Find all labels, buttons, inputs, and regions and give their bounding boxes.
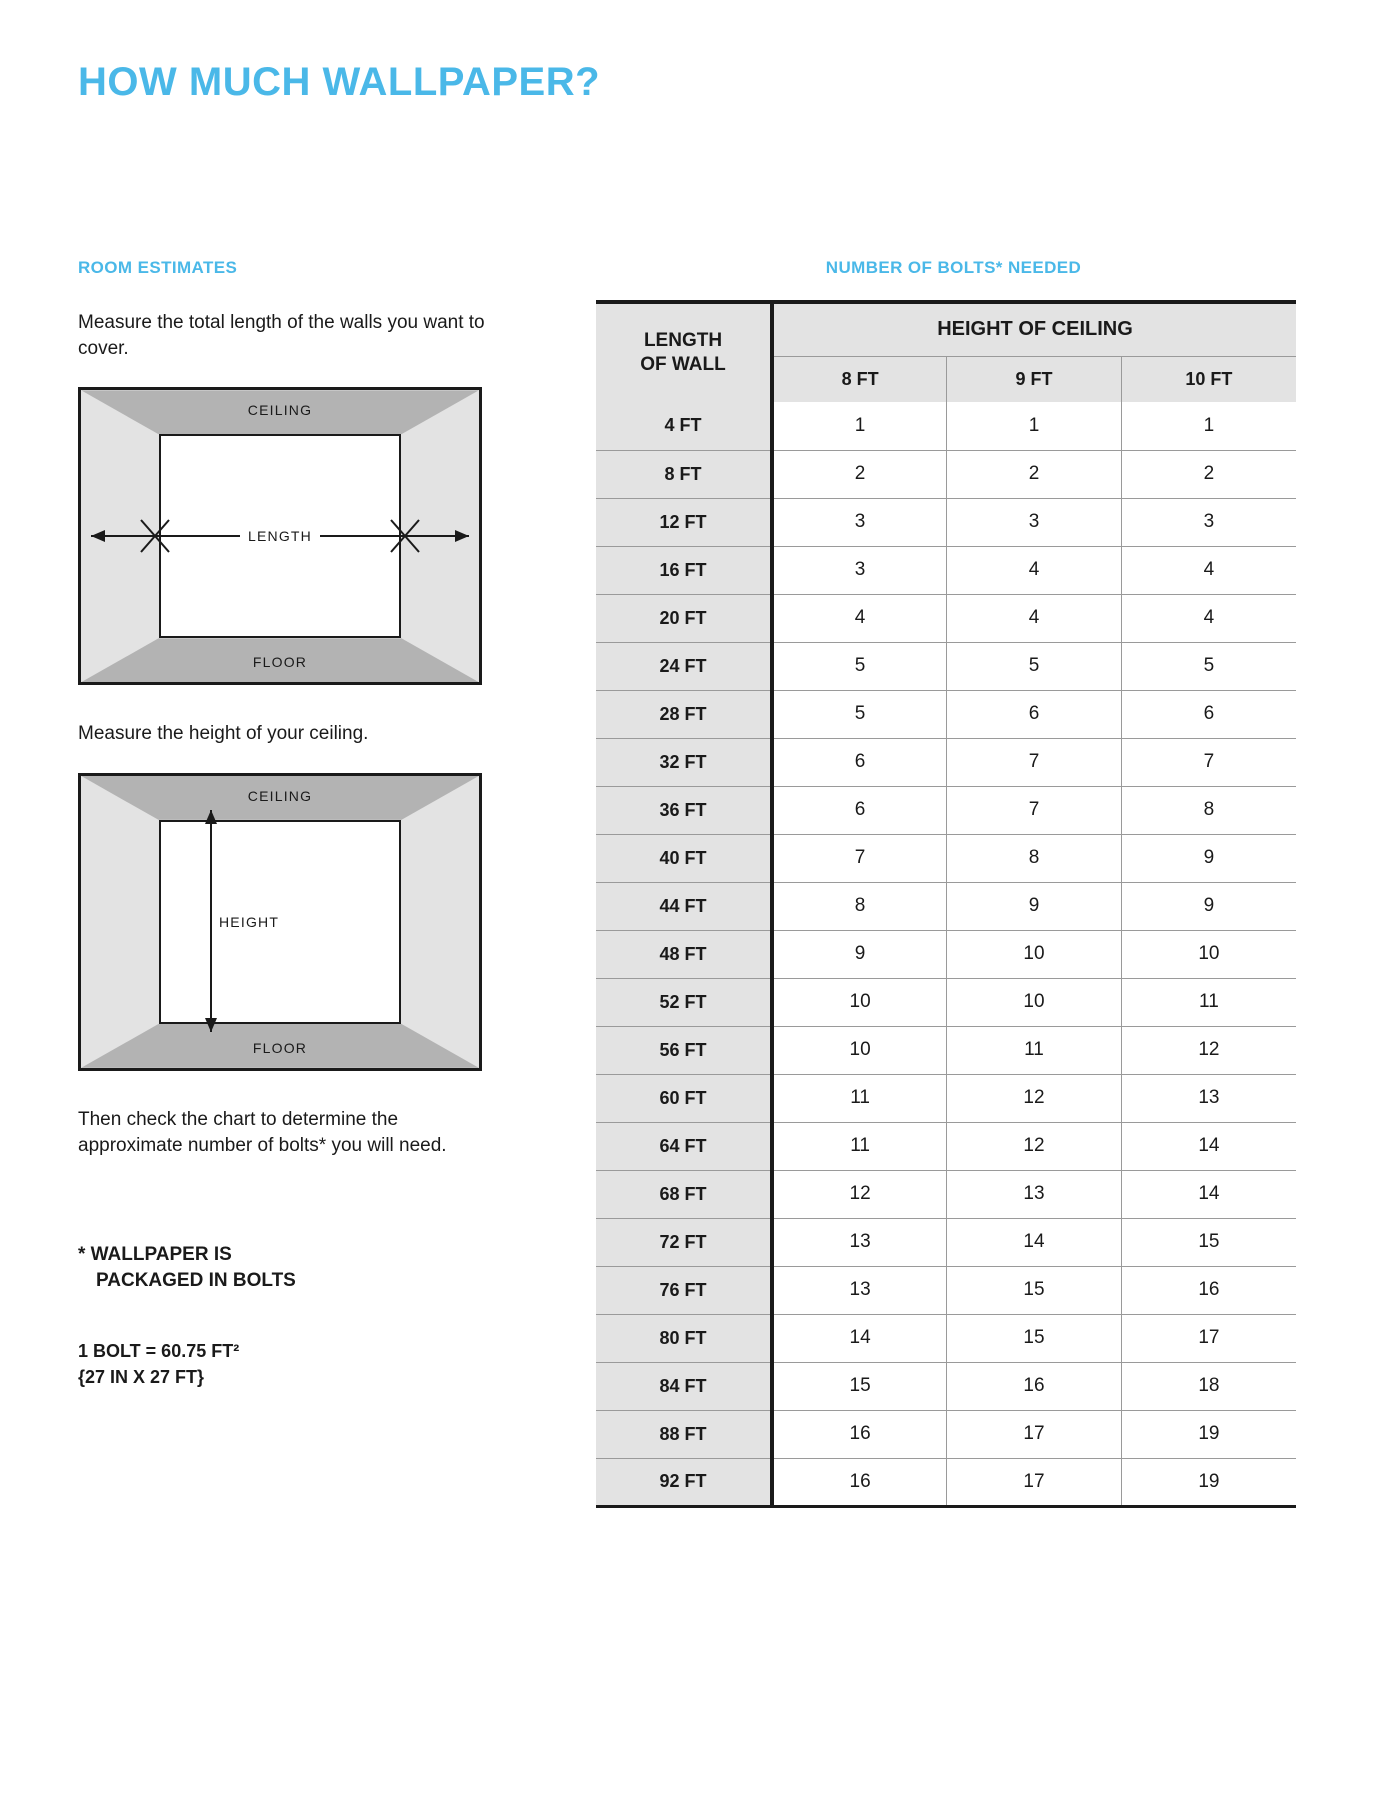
table-cell-bolts: 12 (1121, 1026, 1296, 1074)
table-cell-bolts: 5 (772, 642, 947, 690)
row-header-wall-length: 36 FT (596, 786, 772, 834)
table-row (596, 1026, 1296, 1074)
table-cell-bolts: 10 (772, 978, 947, 1026)
table-cell-bolts: 14 (772, 1314, 947, 1362)
diagram2-floor-label: FLOOR (252, 1039, 308, 1056)
diagram1-ceiling-label: CEILING (247, 402, 313, 419)
bolts-table-section (596, 258, 1311, 1508)
table-row (596, 930, 1296, 978)
table-row (596, 1170, 1296, 1218)
table-cell-bolts: 11 (772, 1074, 947, 1122)
table-row (596, 1314, 1296, 1362)
table-cell-bolts: 3 (947, 498, 1122, 546)
table-row (596, 642, 1296, 690)
table-row (596, 690, 1296, 738)
table-row (596, 1362, 1296, 1410)
table-row (596, 1266, 1296, 1314)
table-cell-bolts: 13 (1121, 1074, 1296, 1122)
step-3-text: Then check the chart to determine the approximate number of bolts* you will need. (78, 1108, 447, 1156)
table-cell-bolts: 10 (1121, 930, 1296, 978)
diagram2-height-label: HEIGHT (213, 912, 285, 932)
table-row (596, 1410, 1296, 1458)
row-header-wall-length: 88 FT (596, 1410, 772, 1458)
row-header-line-1: LENGTH (643, 330, 723, 352)
table-cell-bolts: 12 (772, 1170, 947, 1218)
table-row (596, 1122, 1296, 1170)
table-cell-bolts: 3 (1121, 498, 1296, 546)
step-1-text: Measure the total length of the walls you want to cover. (78, 312, 485, 359)
table-cell-bolts: 3 (772, 546, 947, 594)
table-cell-bolts: 5 (947, 642, 1122, 690)
table-cell-bolts: 6 (1121, 690, 1296, 738)
row-header-wall-length: 40 FT (596, 834, 772, 882)
row-header-wall-length: 8 FT (596, 450, 772, 498)
table-cell-bolts: 7 (947, 738, 1122, 786)
table-cell-bolts: 2 (947, 450, 1122, 498)
table-cell-bolts: 11 (772, 1122, 947, 1170)
table-cell-bolts: 4 (1121, 546, 1296, 594)
row-header-wall-length: 52 FT (596, 978, 772, 1026)
row-header-wall-length: 48 FT (596, 930, 772, 978)
table-cell-bolts: 10 (772, 1026, 947, 1074)
table-cell-bolts: 3 (772, 498, 947, 546)
table-cell-bolts: 16 (1121, 1266, 1296, 1314)
table-cell-bolts: 16 (772, 1410, 947, 1458)
table-cell-bolts: 4 (1121, 594, 1296, 642)
table-cell-bolts: 17 (1121, 1314, 1296, 1362)
table-cell-bolts: 16 (947, 1362, 1122, 1410)
row-header-wall-length: 64 FT (596, 1122, 772, 1170)
table-cell-bolts: 4 (947, 546, 1122, 594)
diagram1-floor-label: FLOOR (252, 654, 308, 671)
table-cell-bolts: 19 (1121, 1410, 1296, 1458)
page-title: HOW MUCH WALLPAPER? (78, 60, 601, 104)
table-cell-bolts: 5 (1121, 642, 1296, 690)
table-row (596, 594, 1296, 642)
table-row (596, 1074, 1296, 1122)
table-cell-bolts: 6 (772, 786, 947, 834)
footnote-line-2: PACKAGED IN BOLTS (96, 1269, 296, 1291)
step-2-text: Measure the height of your ceiling. (78, 723, 369, 745)
table-cell-bolts: 8 (1121, 786, 1296, 834)
table-cell-bolts: 1 (947, 402, 1122, 450)
column-header-8ft: 8 FT (772, 356, 947, 402)
table-cell-bolts: 15 (1121, 1218, 1296, 1266)
table-cell-bolts: 14 (947, 1218, 1122, 1266)
table-cell-bolts: 13 (772, 1218, 947, 1266)
row-header-wall-length: 28 FT (596, 690, 772, 738)
table-row (596, 786, 1296, 834)
table-cell-bolts: 10 (947, 978, 1122, 1026)
room-estimates-column (78, 258, 498, 1390)
table-row (596, 402, 1296, 450)
conversion-line-2: {27 IN X 27 FT} (78, 1366, 205, 1387)
table-cell-bolts: 4 (947, 594, 1122, 642)
table-cell-bolts: 10 (947, 930, 1122, 978)
table-cell-bolts: 19 (1121, 1458, 1296, 1506)
row-header-wall-length: 44 FT (596, 882, 772, 930)
table-row (596, 1218, 1296, 1266)
table-cell-bolts: 7 (1121, 738, 1296, 786)
row-header-wall-length: 76 FT (596, 1266, 772, 1314)
table-cell-bolts: 9 (947, 882, 1122, 930)
conversion-line-1: 1 BOLT = 60.75 FT² (78, 1341, 240, 1362)
bolts-table (596, 300, 1296, 1508)
table-cell-bolts: 2 (1121, 450, 1296, 498)
table-row (596, 1458, 1296, 1506)
room-diagram-length (78, 387, 482, 685)
row-header-wall-length: 68 FT (596, 1170, 772, 1218)
row-header-line-2: OF WALL (640, 354, 726, 375)
table-row (596, 834, 1296, 882)
table-cell-bolts: 12 (947, 1122, 1122, 1170)
bolts-table-body (596, 402, 1296, 1506)
room-estimates-heading: ROOM ESTIMATES (78, 258, 238, 277)
row-header-wall-length: 92 FT (596, 1458, 772, 1506)
table-cell-bolts: 14 (1121, 1170, 1296, 1218)
table-row (596, 882, 1296, 930)
bolts-table-heading: NUMBER OF BOLTS* NEEDED (825, 258, 1082, 277)
column-header-9ft: 9 FT (947, 356, 1122, 402)
table-cell-bolts: 18 (1121, 1362, 1296, 1410)
table-cell-bolts: 7 (772, 834, 947, 882)
row-header-wall-length: 32 FT (596, 738, 772, 786)
table-cell-bolts: 9 (1121, 882, 1296, 930)
table-cell-bolts: 14 (1121, 1122, 1296, 1170)
table-cell-bolts: 9 (772, 930, 947, 978)
table-cell-bolts: 1 (1121, 402, 1296, 450)
row-header-wall-length: 4 FT (596, 402, 772, 450)
column-header-10ft: 10 FT (1121, 356, 1296, 402)
row-header-wall-length: 24 FT (596, 642, 772, 690)
table-cell-bolts: 16 (772, 1458, 947, 1506)
table-cell-bolts: 2 (772, 450, 947, 498)
table-row (596, 450, 1296, 498)
table-cell-bolts: 6 (772, 738, 947, 786)
table-cell-bolts: 4 (772, 594, 947, 642)
table-group-header: HEIGHT OF CEILING (772, 302, 1296, 356)
table-row (596, 498, 1296, 546)
table-cell-bolts: 9 (1121, 834, 1296, 882)
table-cell-bolts: 13 (947, 1170, 1122, 1218)
row-header-wall-length: 72 FT (596, 1218, 772, 1266)
table-cell-bolts: 8 (947, 834, 1122, 882)
table-cell-bolts: 7 (947, 786, 1122, 834)
row-header-wall-length: 12 FT (596, 498, 772, 546)
diagram1-length-label: LENGTH (240, 526, 320, 546)
table-cell-bolts: 15 (772, 1362, 947, 1410)
table-cell-bolts: 17 (947, 1410, 1122, 1458)
table-cell-bolts: 17 (947, 1458, 1122, 1506)
table-row-header-title (596, 302, 772, 402)
table-cell-bolts: 12 (947, 1074, 1122, 1122)
row-header-wall-length: 84 FT (596, 1362, 772, 1410)
table-cell-bolts: 11 (1121, 978, 1296, 1026)
diagram2-ceiling-label: CEILING (247, 787, 313, 804)
table-cell-bolts: 13 (772, 1266, 947, 1314)
table-cell-bolts: 5 (772, 690, 947, 738)
table-cell-bolts: 8 (772, 882, 947, 930)
table-row (596, 546, 1296, 594)
row-header-wall-length: 80 FT (596, 1314, 772, 1362)
row-header-wall-length: 60 FT (596, 1074, 772, 1122)
table-cell-bolts: 11 (947, 1026, 1122, 1074)
table-row (596, 738, 1296, 786)
row-header-wall-length: 16 FT (596, 546, 772, 594)
room-diagram-height (78, 773, 482, 1071)
table-cell-bolts: 1 (772, 402, 947, 450)
footnote-line-1: * WALLPAPER IS (78, 1244, 232, 1266)
table-cell-bolts: 15 (947, 1314, 1122, 1362)
row-header-wall-length: 20 FT (596, 594, 772, 642)
table-row (596, 978, 1296, 1026)
table-cell-bolts: 6 (947, 690, 1122, 738)
table-cell-bolts: 15 (947, 1266, 1122, 1314)
row-header-wall-length: 56 FT (596, 1026, 772, 1074)
